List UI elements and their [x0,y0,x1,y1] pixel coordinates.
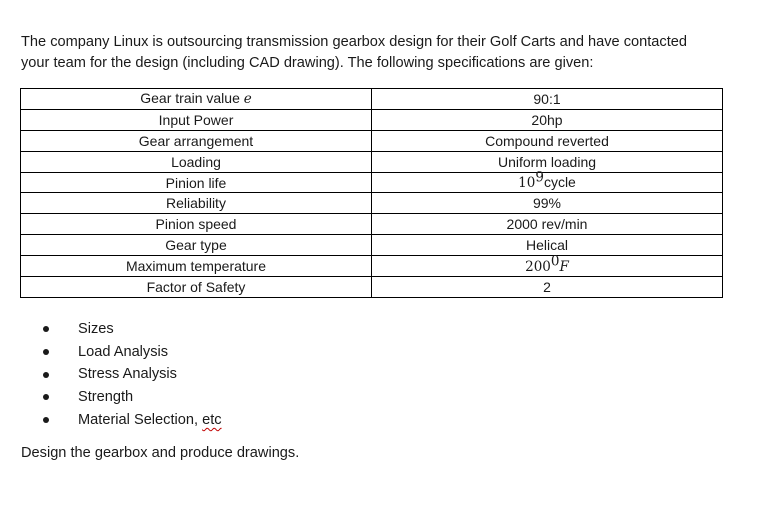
spec-value-pinion-speed: 2000 rev/min [372,214,723,235]
bullet-dot-icon [43,349,49,355]
bullet-dot-icon [43,372,49,378]
table-row [21,193,723,214]
list-item: Sizes [40,318,222,341]
spec-label-gear-arrangement: Gear arrangement [21,130,372,151]
spec-value-input-power: 20hp [372,109,723,130]
spec-label-input-power: Input Power [21,109,372,130]
spec-label-gear-train: Gear train value e [21,89,372,110]
table-row [21,214,723,235]
spec-label-factor-of-safety: Factor of Safety [21,277,372,298]
list-item: Stress Analysis [40,363,222,386]
intro-line-2: your team for the design (including CAD drawing). The following specifications are given: [21,55,594,71]
spec-value-factor-of-safety: 2 [372,277,723,298]
list-item: Load Analysis [40,341,222,364]
gear-train-symbol: e [243,91,252,108]
spec-value-max-temperature: $200^0F$ [372,256,723,277]
spec-label-loading: Loading [21,151,372,172]
intro-line-1: The company Linux is outsourcing transmission gearbox design for their Golf Carts and have contacted [21,34,687,50]
bullet-dot-icon [43,326,49,332]
table-row [21,151,723,172]
bullet-dot-icon [43,394,49,400]
table-row [21,172,723,193]
spec-value-loading: Uniform loading [372,151,723,172]
table-row [21,109,723,130]
spec-label-pinion-speed: Pinion speed [21,214,372,235]
spec-value-gear-arrangement: Compound reverted [372,130,723,151]
spec-value-gear-type: Helical [372,235,723,256]
table-row [21,235,723,256]
list-item: Material Selection, etc [40,409,222,432]
intro-paragraph [21,32,741,74]
deliverables-list [40,318,222,431]
spec-label-reliability: Reliability [21,193,372,214]
spec-value-gear-train: 90:1 [372,89,723,110]
table-row [21,89,723,110]
list-item: Strength [40,386,222,409]
closing-sentence: Design the gearbox and produce drawings. [21,445,300,461]
bullet-dot-icon [43,417,49,423]
spec-label-gear-type: Gear type [21,235,372,256]
spec-value-reliability: 99% [372,193,723,214]
table-row [21,256,723,277]
spec-value-pinion-life: $10^9cycle$ [372,172,723,193]
spellcheck-flagged-word: etc [202,411,222,428]
table-row [21,277,723,298]
spec-label-pinion-life: Pinion life [21,172,372,193]
spec-label-max-temperature: Maximum temperature [21,256,372,277]
specifications-table [20,88,723,298]
table-row [21,130,723,151]
